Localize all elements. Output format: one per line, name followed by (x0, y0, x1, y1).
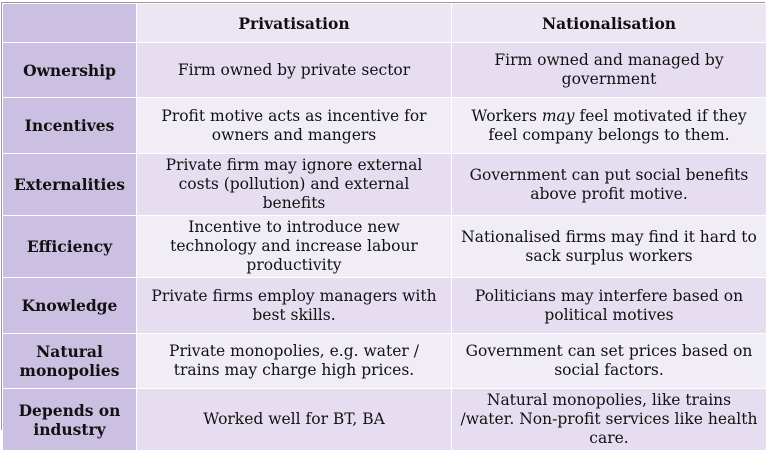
row-header-incentives: Incentives (3, 98, 137, 154)
cell-nationalisation: Government can set prices based on social factors. (452, 334, 767, 389)
corner-cell (3, 4, 137, 43)
column-header-privatisation: Privatisation (137, 4, 452, 43)
cell-nationalisation: Politicians may interfere based on political motives (452, 278, 767, 334)
cell-privatisation: Private firms employ managers with best skills. (137, 278, 452, 334)
text-segment: feel motivated if they feel company belongs to them. (488, 106, 747, 144)
row-header-depends-on-industry: Depends on industry (3, 389, 137, 451)
cell-nationalisation: Natural monopolies, like trains /water. Non-profit services like health care. (452, 389, 767, 451)
table-row (3, 334, 767, 389)
table-row (3, 278, 767, 334)
comparison-table (2, 3, 767, 451)
table-header-row (3, 4, 767, 43)
table-row (3, 216, 767, 278)
row-header-knowledge: Knowledge (3, 278, 137, 334)
row-header-natural-monopolies: Natural monopolies (3, 334, 137, 389)
cell-privatisation: Worked well for BT, BA (137, 389, 452, 451)
cell-privatisation: Private monopolies, e.g. water / trains may charge high prices. (137, 334, 452, 389)
cell-nationalisation: Government can put social benefits above profit motive. (452, 154, 767, 216)
table-row (3, 154, 767, 216)
cell-nationalisation (452, 98, 767, 154)
emphasis-text: may (541, 106, 575, 125)
cell-nationalisation: Firm owned and managed by government (452, 43, 767, 98)
column-header-nationalisation: Nationalisation (452, 4, 767, 43)
row-header-ownership: Ownership (3, 43, 137, 98)
table-row (3, 98, 767, 154)
cell-privatisation: Profit motive acts as incentive for owners and mangers (137, 98, 452, 154)
row-header-externalities: Externalities (3, 154, 137, 216)
table-row (3, 389, 767, 451)
row-header-efficiency: Efficiency (3, 216, 137, 278)
table-row (3, 43, 767, 98)
cell-privatisation: Incentive to introduce new technology and increase labour productivity (137, 216, 452, 278)
text-segment: Workers (471, 106, 542, 125)
comparison-table-container (1, 2, 765, 447)
cell-privatisation: Private firm may ignore external costs (pollution) and external benefits (137, 154, 452, 216)
cell-nationalisation: Nationalised firms may find it hard to sack surplus workers (452, 216, 767, 278)
cell-privatisation: Firm owned by private sector (137, 43, 452, 98)
